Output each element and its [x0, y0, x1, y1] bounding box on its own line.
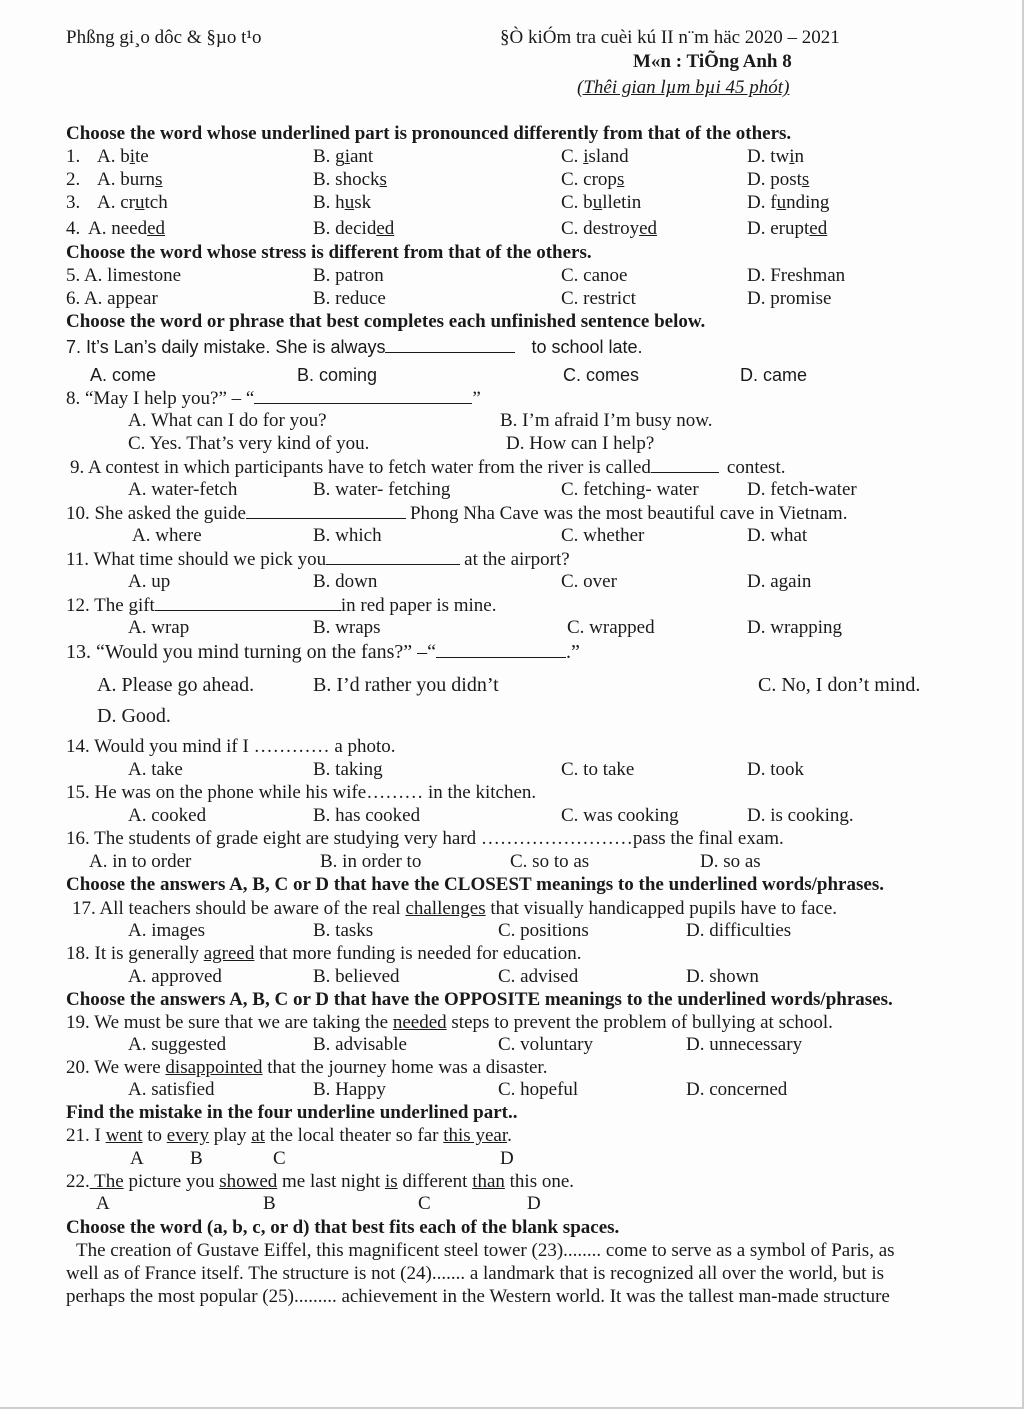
passage-line: The creation of Gustave Eiffel, this magnificent steel tower (23)........ come to serve as a symbol of Paris, as — [76, 1240, 895, 1261]
answer-blank — [436, 641, 566, 658]
q1-option-c: C. island — [561, 146, 629, 167]
passage-line: perhaps the most popular (25)......... achievement in the Western world. It was the tallest man-made structure — [66, 1286, 890, 1307]
school-department: Phßng gi¸o dôc & §µo t¹o — [66, 27, 262, 48]
q1-option-d: D. twin — [747, 146, 805, 167]
section-pronunciation: Choose the word whose underlined part is pronounced differently from that of the others. — [66, 123, 792, 144]
section-cloze: Choose the word (a, b, c, or d) that best fits each of the blank spaces. — [66, 1217, 620, 1238]
q1-option-a: A. bite — [97, 146, 149, 167]
time-limit: (Thêi gian lµm bµi 45 phót) — [577, 77, 790, 98]
q3-option-d: D. funding — [747, 192, 830, 213]
q2-option-b: B. shocks — [313, 169, 387, 190]
section-stress: Choose the word whose stress is different from that of the others. — [66, 242, 592, 263]
q3-option-a: A. crutch — [97, 192, 168, 213]
section-find-mistake: Find the mistake in the four underline underlined part.. — [66, 1102, 518, 1123]
answer-blank — [326, 548, 460, 565]
passage-line: well as of France itself. The structure is not (24)....... a landmark that is recognized all over the world, but is — [66, 1263, 885, 1284]
subject-line: M«n : TiÕng Anh 8 — [633, 51, 792, 72]
q4-option-b: B. decided — [313, 218, 395, 239]
q2-option-d: D. posts — [747, 169, 810, 190]
answer-blank — [155, 594, 341, 611]
q4-option-c: C. destroyed — [561, 218, 658, 239]
q4-option-a: A. needed — [88, 218, 166, 239]
q2-option-a: A. burns — [97, 169, 163, 190]
q1-option-b: B. giant — [313, 146, 374, 167]
q3-option-b: B. husk — [313, 192, 372, 213]
answer-blank — [254, 387, 472, 404]
answer-blank — [246, 502, 406, 519]
exam-page: Phßng gi¸o dôc & §µo t¹o §Ò kiÓm tra cuèi kú II n¨m häc 2020 – 2021 M«n : TiÕng Anh 8 (Thêi gian lµm bµi 45 phót) Choose the word whose underlined part is pronounced differently from that of the others. 1. A. bite B. giant C. island D. twin 2. A. burns B. shocks C. crops D. posts 3. A. crutch B. husk C. bulletin D. funding 4. A. needed B. decided C. destroyed D. erupted Choose the word whose stress is different from that of the others. 5. A. limestone B. patron C. canoe D. Freshman 6. A. appear B. reduce C. restrict D. promise Choose the word or phrase that best completes each unfinished sentence below. 7. It’s Lan’s daily mistake. She is always to school late. A. come B. coming C. comes D. came 8. “May I help you?” – “ ” A. What can I do for you? B. I’m afraid I’m busy now. C. Yes. That’s very kind of you. D. How can I help? 9. A contest in which participants have to fetch water from the river is called contest. A. water-fetch B. water- fetching C. fetching- water D. fetch-water 10. She asked the guide Phong Nha Cave was the most beautiful cave in Vietnam. A. where B. which C. whether D. what 11. What time should we pick you at the airport? A. up B. down C. over D. again 12. The gift in red paper is mine. A. wrap B. wraps C. wrapped D. wrapping 13. “Would you mind turning on the fans?” –“ .” A. Please go ahead. B. I’d rather you didn’t C. No, I don’t mind. D. Good. 14. Would you mind if I ………… a photo. A. take B. taking C. to take D. took 15. He was on the phone while his wife……… in the kitchen. A. cooked B. has cooked C. was cooking D. is cooking. 16. The students of grade eight are studying very hard ……………………pass the final exam. A. in to order B. in order to C. so to as D. so as Choose the answers A, B, C or D that have the CLOSEST meanings to the underlined words/phrases. 17. All teachers should be aware of the real challenges that visually handicapped pupils have to face. A. images B. tasks C. positions D. difficulties 18. It is generally agreed that more funding is needed for education. A. approved B. believed C. advised D. shown Choose the answers A, B, C or D that have the OPPOSITE meanings to the underlined words/phrases. 19. We must be sure that we are taking the needed steps to prevent the problem of bullying at school. A. suggested B. advisable C. voluntary D. unnecessary 20. We were disappointed that the journey home was a disaster. A. satisfied B. Happy C. hopeful D. concerned Find the mistake in the four underline underlined part.. 21. I went to every play at the local theater so far this year. A B C D 22. The picture you showed me last night is different than this one. A B C D Choose the word (a, b, c, or d) that best fits each of the blank spaces. The creation of Gustave Eiffel, this magnificent steel tower (23)........ come to serve as a symbol of Paris, as well as of France itself. The structure is not (24)....... a landmark that is recognized all over the world, but is perhaps the most popular (25)......... achievement in the Western world. It was the tallest man-made structure — [0, 0, 1024, 1409]
section-opposite-meaning: Choose the answers A, B, C or D that have the OPPOSITE meanings to the underlined words/phrases. — [66, 989, 893, 1010]
section-sentence-completion: Choose the word or phrase that best completes each unfinished sentence below. — [66, 311, 706, 332]
answer-blank — [385, 336, 515, 353]
q2-option-c: C. crops — [561, 169, 625, 190]
q4-option-d: D. erupted — [747, 218, 828, 239]
q3-option-c: C. bulletin — [561, 192, 642, 213]
exam-title: §Ò kiÓm tra cuèi kú II n¨m häc 2020 – 2021 — [500, 27, 840, 48]
section-closest-meaning: Choose the answers A, B, C or D that have the CLOSEST meanings to the underlined words/phrases. — [66, 874, 884, 895]
answer-blank — [651, 456, 719, 473]
